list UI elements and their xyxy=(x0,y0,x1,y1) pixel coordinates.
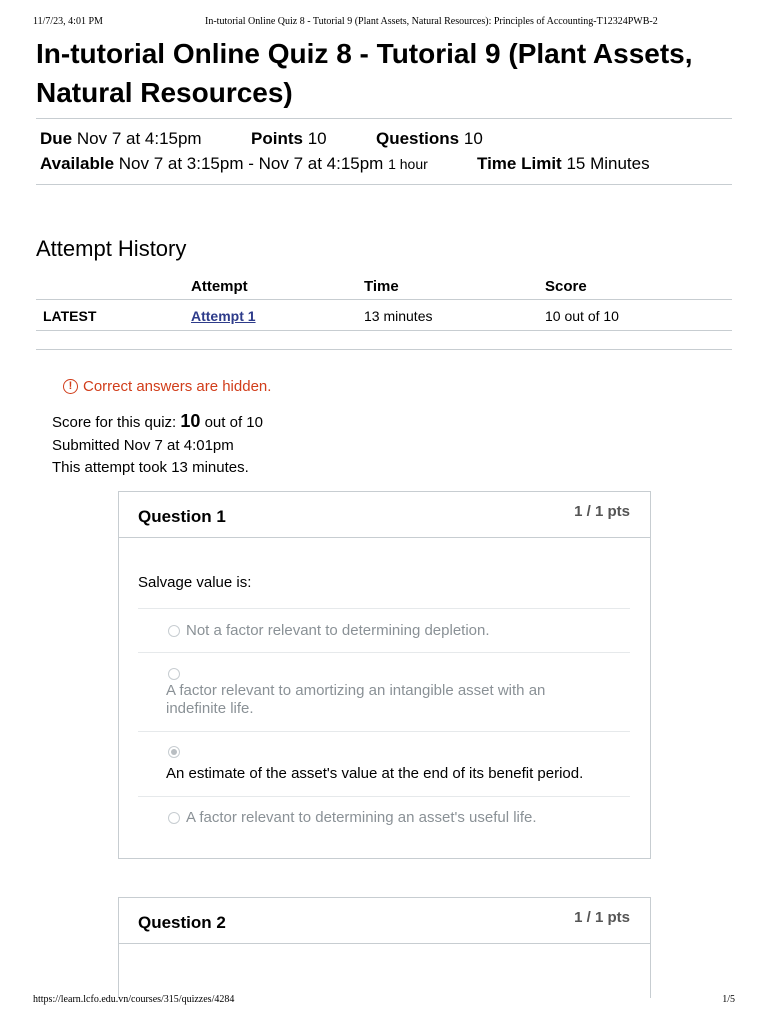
column-header-score: Score xyxy=(545,278,587,295)
available-value: Nov 7 at 3:15pm - Nov 7 at 4:15pm xyxy=(118,154,384,173)
answers-hidden-text: Correct answers are hidden. xyxy=(83,378,272,395)
due-value: Nov 7 at 4:15pm xyxy=(76,129,202,148)
radio-button-selected[interactable] xyxy=(168,746,180,758)
divider xyxy=(36,184,732,185)
question-text: Salvage value is: xyxy=(138,574,252,591)
question-title: Question 1 xyxy=(138,507,226,526)
score-prefix: Score for this quiz: xyxy=(52,414,177,431)
radio-button[interactable] xyxy=(168,625,180,637)
question-header xyxy=(119,492,650,538)
answer-option xyxy=(138,652,630,731)
answer-option xyxy=(138,796,630,841)
question-header xyxy=(119,898,650,944)
time-limit-label: Time Limit xyxy=(477,154,562,173)
points-value: 10 xyxy=(307,129,327,148)
time-limit-value: 15 Minutes xyxy=(566,154,650,173)
print-url: https://learn.lcfo.edu.vn/courses/315/quizzes/4284 xyxy=(33,994,235,1005)
page-title: In-tutorial Online Quiz 8 - Tutorial 9 (Plant Assets, Natural Resources) xyxy=(36,38,693,108)
questions-value: 10 xyxy=(463,129,483,148)
quiz-score-line xyxy=(52,411,263,432)
answer-text: Not a factor relevant to determining depletion. xyxy=(186,622,490,639)
radio-button[interactable] xyxy=(168,668,180,680)
print-doc-title: In-tutorial Online Quiz 8 - Tutorial 9 (Plant Assets, Natural Resources): Principles of Accounting-T12324PWB-2 xyxy=(205,16,658,27)
meta-available xyxy=(40,154,428,174)
available-duration: 1 hour xyxy=(388,156,428,172)
meta-time-limit xyxy=(477,154,650,174)
warning-icon: ! xyxy=(63,379,78,394)
score-suffix: out of 10 xyxy=(204,414,263,431)
submitted-line: Submitted Nov 7 at 4:01pm xyxy=(52,437,234,454)
meta-questions xyxy=(376,129,483,149)
answer-text: An estimate of the asset's value at the end of its benefit period. xyxy=(166,765,584,782)
latest-tag: LATEST xyxy=(43,308,97,324)
answer-option xyxy=(138,608,630,653)
available-label: Available xyxy=(40,154,115,173)
table-header-divider xyxy=(36,299,732,300)
answer-option-selected xyxy=(138,731,630,796)
due-label: Due xyxy=(40,129,73,148)
question-card xyxy=(118,897,651,998)
question-title: Question 2 xyxy=(138,913,226,932)
table-row-divider xyxy=(36,330,732,331)
column-header-time: Time xyxy=(364,278,399,295)
duration-line: This attempt took 13 minutes. xyxy=(52,459,249,476)
divider xyxy=(36,349,732,350)
meta-points xyxy=(251,129,327,149)
question-points: 1 / 1 pts xyxy=(574,909,630,926)
attempt-history-heading: Attempt History xyxy=(36,236,187,261)
answer-text: A factor relevant to amortizing an intangible asset with an indefinite life. xyxy=(166,682,546,717)
score-value: 10 xyxy=(180,411,201,431)
column-header-attempt: Attempt xyxy=(191,278,248,295)
points-label: Points xyxy=(251,129,303,148)
print-date: 11/7/23, 4:01 PM xyxy=(33,16,103,27)
question-points: 1 / 1 pts xyxy=(574,503,630,520)
radio-button[interactable] xyxy=(168,812,180,824)
attempt-link[interactable]: Attempt 1 xyxy=(191,308,256,324)
attempt-score: 10 out of 10 xyxy=(545,308,619,324)
question-card xyxy=(118,491,651,859)
meta-due xyxy=(40,129,202,149)
attempt-time: 13 minutes xyxy=(364,308,433,324)
answer-text: A factor relevant to determining an asset's useful life. xyxy=(186,809,537,826)
questions-label: Questions xyxy=(376,129,460,148)
answers-hidden-notice xyxy=(63,378,271,395)
print-page-number: 1/5 xyxy=(722,994,735,1005)
divider xyxy=(36,118,732,119)
